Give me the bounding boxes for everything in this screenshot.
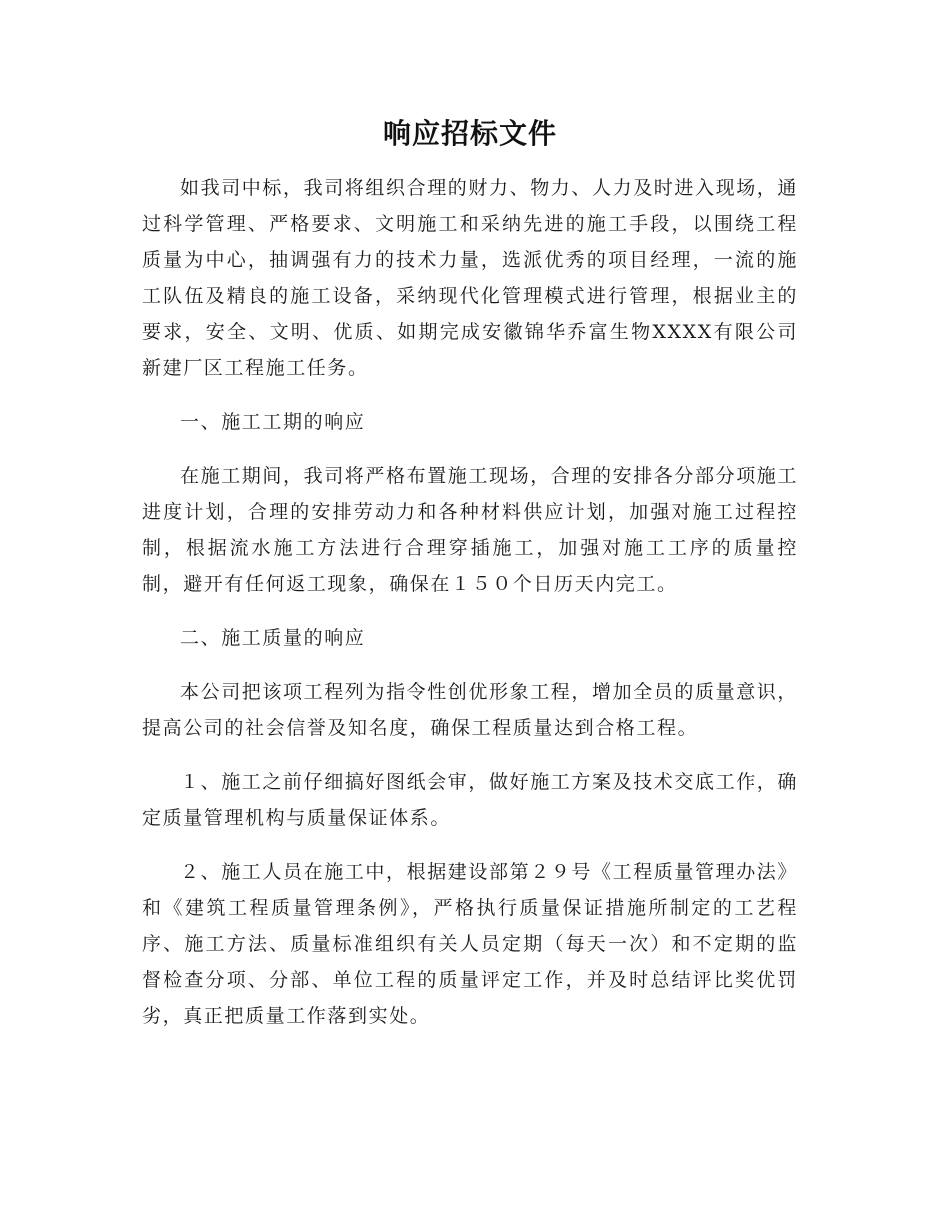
section-heading-schedule: 一、施工工期的响应 <box>180 411 366 433</box>
section-heading-quality: 二、施工质量的响应 <box>180 627 366 649</box>
document-body <box>142 112 798 1052</box>
quality-item-2: ２、施工人员在施工中，根据建设部第２９号《工程质量管理办法》和《建筑工程质量管理条例》，严格执行质量保证措施所制定的工艺程序、施工方法、质量标准组织有关人员定期（每天一次）和不定期的监督检查分项、分部、单位工程的质量评定工作，并及时总结评比奖优罚劣，真正把质量工作落到实处。 <box>142 861 799 1027</box>
document-title: 响应招标文件 <box>382 117 557 150</box>
quality-item-1: １、施工之前仔细搞好图纸会审，做好施工方案及技术交底工作，确定质量管理机构与质量保证体系。 <box>142 771 799 829</box>
quality-paragraph: 本公司把该项工程列为指令性创优形象工程，增加全员的质量意识，提高公司的社会信誉及知名度，确保工程质量达到合格工程。 <box>142 681 799 739</box>
intro-paragraph: 如我司中标，我司将组织合理的财力、物力、人力及时进入现场，通过科学管理、严格要求、文明施工和采纳先进的施工手段，以围绕工程质量为中心，抽调强有力的技术力量，选派优秀的项目经理，一流的施工队伍及精良的施工设备，采纳现代化管理模式进行管理，根据业主的要求，安全、文明、优质、如期完成安徽锦华乔富生物XXXX有限公司新建厂区工程施工任务。 <box>142 177 799 379</box>
schedule-paragraph: 在施工期间，我司将严格布置施工现场，合理的安排各分部分项施工进度计划，合理的安排劳动力和各种材料供应计划，加强对施工过程控制，根据流水施工方法进行合理穿插施工，加强对施工工序的质量控制，避开有任何返工现象，确保在１５０个日历天内完工。 <box>142 465 799 595</box>
